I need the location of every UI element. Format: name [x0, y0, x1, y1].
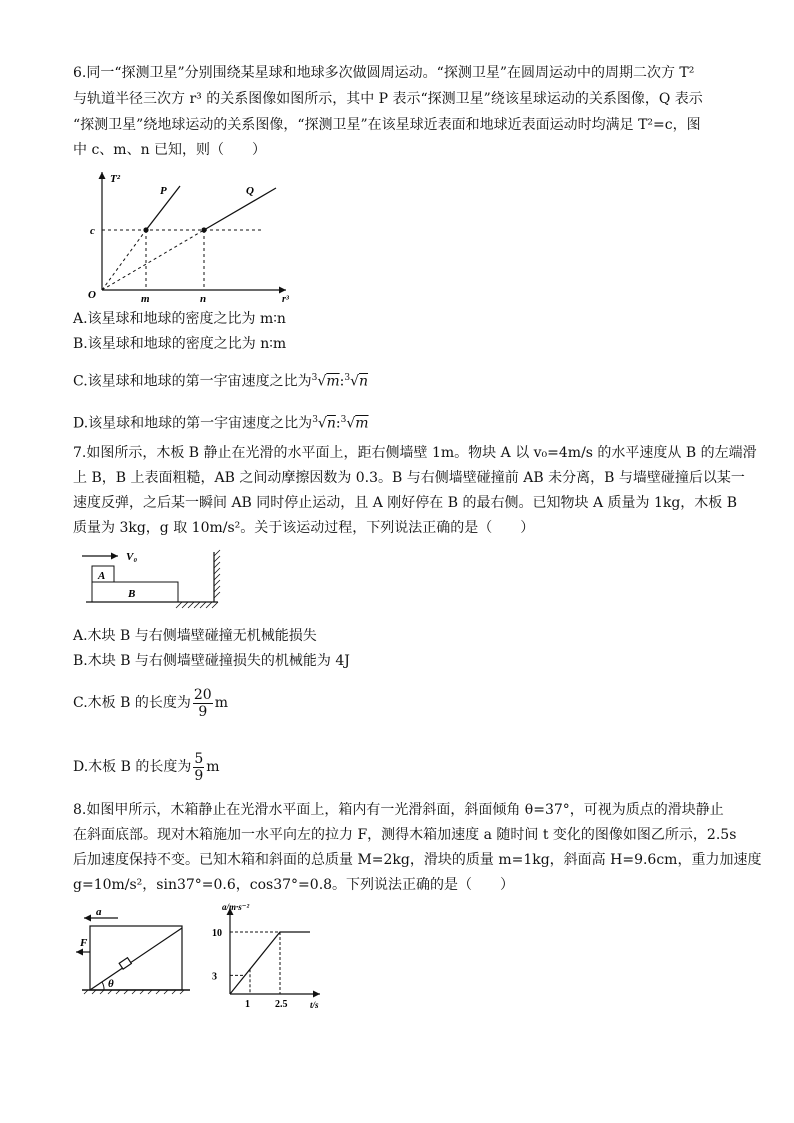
q6-y-label: T²	[110, 173, 121, 185]
q6-option-c-text: C.该星球和地球的第一宇宙速度之比为	[73, 373, 312, 390]
q8-stem-line3: 后加速度保持不变。已知木箱和斜面的总质量 M=2kg，滑块的质量 m=1kg，斜面高 H=9.6cm，重力加速度	[73, 852, 762, 868]
q6-graph	[80, 168, 300, 308]
q6-c-label: c	[90, 225, 95, 237]
q6-P-dashed	[102, 230, 146, 290]
chart-series-line	[230, 932, 310, 994]
q8-figure-jia	[78, 906, 198, 996]
q7-a-label: A	[98, 570, 106, 582]
q6-option-b: B.该星球和地球的密度之比为 n∶m	[73, 336, 287, 352]
q6-stem-line3: “探测卫星”绕地球运动的关系图像，“探测卫星”在该星球近表面和地球近表面运动时均满足 T²=c，图	[73, 117, 701, 133]
q8-f-label: F	[80, 937, 88, 949]
q7-wall-hatch	[214, 550, 220, 598]
q7-option-d-text: D.木板 B 的长度为	[73, 759, 192, 775]
q8-chart-a-t	[208, 900, 328, 1010]
q7-b-label: B	[128, 588, 136, 600]
q6-Q-dashed	[102, 230, 204, 290]
q7-option-d: D.木板 B 的长度为 $\frac{5}{9}$ m	[73, 750, 220, 784]
q6-option-a: A.该星球和地球的密度之比为 m∶n	[73, 311, 286, 327]
q7-option-a: A.木块 B 与右侧墙壁碰撞无机械能损失	[73, 628, 317, 644]
q6-line-Q	[204, 188, 276, 230]
q6-stem-line4: 中 c、m、n 已知，则（ ）	[73, 142, 267, 158]
q6-point-Q	[201, 227, 206, 232]
q6-option-d: D.该星球和地球的第一宇宙速度之比为$^3$√n:$^3$√m	[73, 410, 369, 434]
q8-stem-line4: g=10m/s²，sin37°=0.6，cos37°=0.8。下列说法正确的是（ ）	[73, 877, 515, 893]
q7-v-label: V₀	[126, 551, 138, 563]
fraction: $\frac{20}{9}$	[193, 686, 212, 720]
q6-P-label: P	[160, 185, 167, 197]
q6-Q-label: Q	[246, 185, 254, 197]
chart-x-label: t/s	[310, 1000, 319, 1010]
cube-root-symbol: $^3$√m	[340, 415, 369, 432]
q6-stem-line1: 6.同一“探测卫星”分别围绕某星球和地球多次做圆周运动。“探测卫星”在圆周运动中的周期二次方 T²	[73, 65, 695, 81]
q7-option-b: B.木块 B 与右侧墙壁碰撞损失的机械能为 4J	[73, 653, 350, 669]
q6-n-label: n	[200, 293, 207, 305]
q8-theta-label: θ	[108, 978, 114, 990]
q8-a-label: a	[96, 906, 102, 918]
chart-y-tick-label: 10	[212, 928, 222, 939]
q8-stem-line2: 在斜面底部。现对木箱施加一水平向左的拉力 F，测得木箱加速度 a 随时间 t 变化的图像如图乙所示，2.5s	[73, 827, 737, 843]
q7-stem-line2: 上 B，B 上表面粗糙，AB 之间动摩擦因数为 0.3。B 与右侧墙壁碰撞前 AB 未分离，B 与墙壁碰撞后以某一	[73, 470, 745, 486]
chart-x-tick-label: 1	[245, 999, 250, 1010]
q8-stem-line1: 8.如图甲所示，木箱静止在光滑水平面上，箱内有一光滑斜面，斜面倾角 θ=37°，可视为质点的滑块静止	[73, 802, 724, 818]
q7-stem-line1: 7.如图所示，木板 B 静止在光滑的水平面上，距右侧墙壁 1m。物块 A 以 v₀=4m/s 的水平速度从 B 的左端滑	[73, 445, 757, 461]
q6-m-label: m	[141, 293, 150, 305]
cube-root-symbol: $^3$√n	[312, 415, 336, 432]
q7-stem-line3: 速度反弹，之后某一瞬间 AB 同时停止运动，且 A 刚好停在 B 的最右侧。已知物块 A 质量为 1kg，木板 B	[73, 495, 738, 511]
q6-option-c: C.该星球和地球的第一宇宙速度之比为$^3$√m:$^3$√n	[73, 368, 368, 392]
cube-root-symbol: $^3$√n	[344, 373, 369, 390]
q7-option-c-text: C.木板 B 的长度为	[73, 695, 191, 711]
fraction: $\frac{5}{9}$	[194, 750, 204, 784]
chart-y-label: a/m·s⁻²	[222, 902, 250, 912]
q7-figure	[80, 546, 230, 616]
q7-stem-line4: 质量为 3kg，g 取 10m/s²。关于该运动过程，下列说法正确的是（ ）	[73, 520, 535, 536]
cube-root-symbol: $^3$√m	[311, 373, 340, 390]
q6-stem-line2: 与轨道半径三次方 r³ 的关系图像如图所示，其中 P 表示“探测卫星”绕该星球运动的关系图像，Q 表示	[73, 91, 703, 107]
q7-option-c: C.木板 B 的长度为 $\frac{20}{9}$ m	[73, 686, 228, 720]
q6-origin-label: O	[88, 289, 96, 301]
chart-x-tick-label: 2.5	[275, 999, 288, 1010]
q6-option-d-text: D.该星球和地球的第一宇宙速度之比为	[73, 415, 313, 432]
q6-point-P	[143, 227, 148, 232]
q7-ground-hatch	[176, 602, 218, 608]
q6-x-label: r³	[282, 294, 289, 305]
chart-y-tick-label: 3	[212, 971, 217, 983]
